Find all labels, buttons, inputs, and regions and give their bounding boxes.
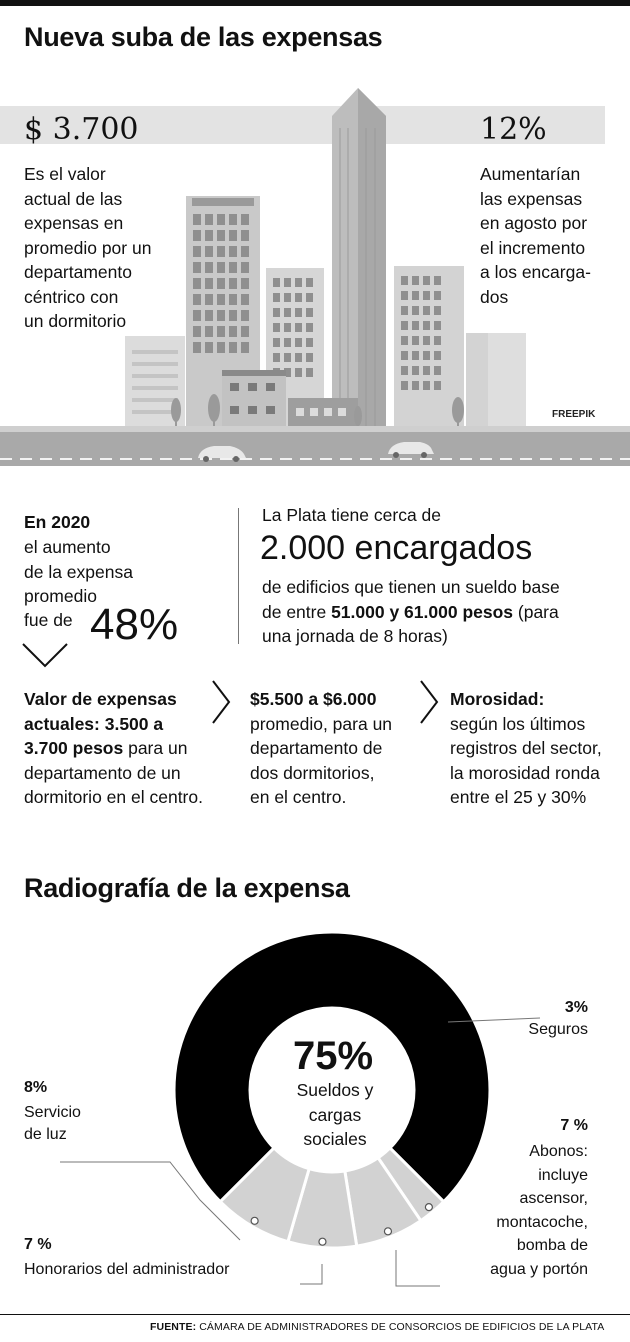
- fact-two-bedroom: [250, 687, 392, 810]
- slice-label-line: Servicio: [24, 1104, 81, 1121]
- slice-pct-seguros: 3%: [564, 999, 588, 1016]
- year-line: de la expensa: [24, 561, 133, 582]
- leader-line-4: [319, 1238, 326, 1245]
- hero-right-description: [480, 162, 591, 309]
- slice-label-line: montacoche,: [496, 1213, 588, 1231]
- hero-right-line: en agosto por: [480, 213, 588, 233]
- fact-line: según los últimos: [450, 713, 586, 734]
- section-title: Radiografía de la expensa: [24, 873, 350, 903]
- leader-line-2: [425, 1204, 432, 1211]
- fact-morosidad: [450, 687, 602, 810]
- top-rule: [0, 0, 630, 6]
- slice-label-seguros: Seguros: [528, 1021, 588, 1038]
- leader-abonos: [396, 1250, 440, 1286]
- fact-line: actuales: 3.500 a: [24, 713, 164, 734]
- fact-line: Morosidad:: [450, 689, 545, 709]
- slice-label-honorarios: Honorarios del administrador: [24, 1261, 230, 1278]
- slice-label-luz: [24, 1102, 81, 1146]
- hero-left-line: un dormitorio: [24, 311, 127, 331]
- slice-pct-honorarios: 7 %: [24, 1236, 52, 1253]
- hero-left-line: Es el valor: [24, 164, 106, 184]
- leader-line-5: [251, 1217, 258, 1224]
- hero-right-value: 12%: [480, 112, 547, 147]
- slice-label-line: incluye: [538, 1166, 588, 1184]
- slice-label-line: sociales: [303, 1129, 367, 1149]
- hero-right-line: Aumentarían: [480, 164, 581, 184]
- fact-line: departamento de: [250, 738, 383, 758]
- fact-line: la morosidad ronda: [450, 762, 600, 783]
- source-label: FUENTE:: [150, 1321, 197, 1333]
- chevron-right-icon: [210, 678, 232, 726]
- slice-label-line: Sueldos y: [296, 1080, 374, 1100]
- leader-honorarios: [300, 1264, 322, 1284]
- source-line: [150, 1321, 604, 1333]
- fact-line: entre el 25 y 30%: [450, 787, 587, 807]
- hero-right-line: a los encarga-: [480, 262, 591, 282]
- chevron-down-icon: [20, 640, 72, 670]
- fact-line: en el centro.: [250, 787, 347, 807]
- fact-line: promedio, para un: [250, 713, 393, 734]
- hero-left-line: expensas en: [24, 213, 124, 233]
- slice-pct-abonos: 7 %: [560, 1117, 588, 1134]
- slice-label-line: ascensor,: [519, 1190, 588, 1207]
- hero-left-value: $ 3.700: [24, 112, 139, 147]
- slice-label-line: cargas: [308, 1104, 362, 1125]
- year-description: [24, 535, 133, 609]
- lp-value: 2.000 encargados: [260, 529, 533, 567]
- fact-line: [24, 736, 203, 761]
- year-label: En 2020: [24, 512, 91, 532]
- chevron-right-icon: [418, 678, 440, 726]
- lp-description: [262, 575, 560, 649]
- source-text: CÁMARA DE ADMINISTRADORES DE CONSORCIOS DE EDIFICIOS DE LA PLATA: [199, 1321, 605, 1333]
- hero-left-line: departamento: [24, 262, 132, 282]
- image-credit: FREEPIK: [552, 409, 596, 420]
- lp-text: (para: [513, 601, 559, 622]
- fact-line: registros del sector,: [450, 738, 602, 758]
- slice-label-line: de luz: [24, 1126, 67, 1143]
- fue-de-label: fue de: [24, 610, 73, 630]
- fact-text: para un: [123, 738, 188, 758]
- slice-label-line: Abonos:: [529, 1143, 588, 1160]
- fact-line: dormitorio en el centro.: [24, 787, 203, 807]
- hero-left-line: céntrico con: [24, 286, 119, 307]
- year-value: 48%: [90, 600, 179, 649]
- hero-left-description: [24, 162, 151, 334]
- hero-left-line: promedio por un: [24, 237, 152, 258]
- slice-label-line: agua y portón: [490, 1260, 588, 1278]
- lp-intro: La Plata tiene cerca de: [262, 505, 442, 525]
- lp-text: de entre: [262, 601, 332, 622]
- slice-label-line: bomba de: [516, 1237, 588, 1254]
- source-rule: [0, 1314, 630, 1315]
- hero-left-line: actual de las: [24, 188, 123, 209]
- hero-right-line: dos: [480, 286, 509, 307]
- slice-label-abonos: [448, 1140, 588, 1281]
- fact-bold: 3.700 pesos: [24, 738, 124, 758]
- fact-line: departamento de un: [24, 762, 181, 783]
- year-line: promedio: [24, 586, 97, 606]
- fact-line: $5.500 a $6.000: [250, 689, 377, 709]
- stats-divider: [238, 508, 239, 644]
- hero-right-line: el incremento: [480, 237, 586, 258]
- fact-line: dos dormitorios,: [250, 762, 375, 783]
- hero-right-line: las expensas: [480, 188, 583, 209]
- slice-pct-sueldos: 75%: [293, 1034, 374, 1078]
- year-line: el aumento: [24, 537, 111, 557]
- fact-one-bedroom: [24, 687, 203, 810]
- fact-line: Valor de expensas: [24, 689, 177, 709]
- slice-pct-luz: 8%: [24, 1079, 48, 1096]
- leader-line-3: [384, 1228, 391, 1235]
- lp-line: de edificios que tienen un sueldo base: [262, 577, 560, 597]
- lp-line: una jornada de 8 horas): [262, 626, 448, 646]
- slice-label-sueldos: [260, 1078, 410, 1152]
- lp-line: [262, 600, 560, 625]
- page-title: Nueva suba de las expensas: [24, 22, 383, 52]
- lp-salary-range: 51.000 y 61.000 pesos: [331, 601, 514, 622]
